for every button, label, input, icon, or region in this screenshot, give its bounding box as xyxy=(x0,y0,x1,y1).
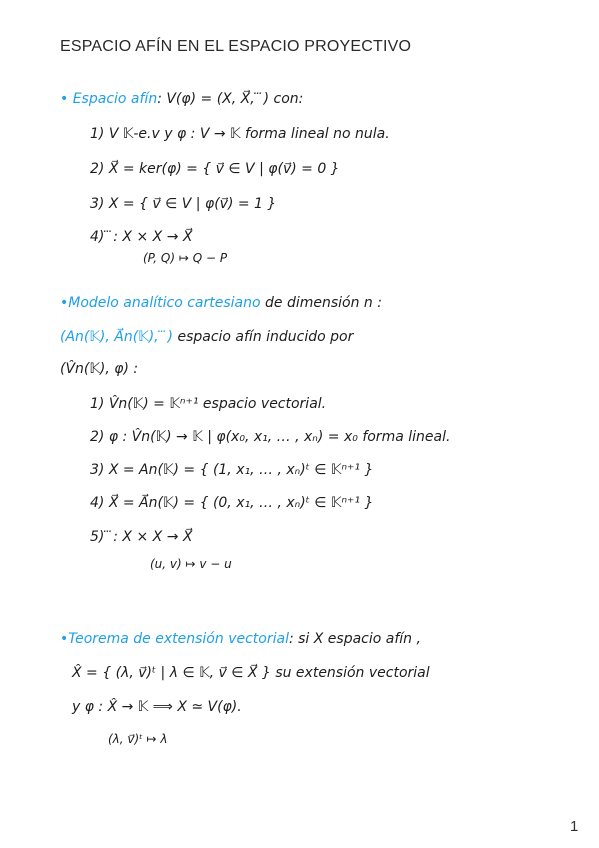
page-title: ESPACIO AFÍN EN EL ESPACIO PROYECTIVO xyxy=(60,38,412,55)
page-number: 1 xyxy=(570,818,579,835)
section1-heading-line xyxy=(60,90,303,108)
section3-line3: y φ : X̂ → 𝕂 ⟹ X ≃ V(φ). xyxy=(72,699,242,715)
section1-item-4: 4) ⃛ : X × X → X⃗ xyxy=(90,229,193,245)
section2-item-1: 1) V̂n(𝕂) = 𝕂ⁿ⁺¹ espacio vectorial. xyxy=(90,396,327,412)
section2-heading-line xyxy=(60,294,382,312)
section2-item-3: 3) X = An(𝕂) = { (1, x₁, … , xₙ)ᵗ ∈ 𝕂ⁿ⁺¹ } xyxy=(90,462,374,478)
section2-heading-rest: de dimensión n : xyxy=(260,295,382,311)
section2-line2 xyxy=(60,328,353,346)
section2-line2-rest: espacio afín inducido por xyxy=(173,329,354,345)
section2-item-2: 2) φ : V̂n(𝕂) → 𝕂 | φ(x₀, x₁, … , xₙ) = x₀ forma lineal. xyxy=(90,429,451,445)
section2-item-4: 4) X⃗ = A⃗n(𝕂) = { (0, x₁, … , xₙ)ᵗ ∈ 𝕂ⁿ⁺¹ } xyxy=(90,495,374,511)
section1-heading-rest: : V(φ) = (X, X⃗, ⃛ ) con: xyxy=(157,91,304,107)
section3-heading: •Teorema de extensión vectorial xyxy=(60,631,289,647)
section3-line2: X̂ = { (λ, v⃗)ᵗ | λ ∈ 𝕂, v⃗ ∈ X⃗ } su extensión vectorial xyxy=(72,665,430,681)
section3-line4: (λ, v⃗)ᵗ ↦ λ xyxy=(108,732,168,746)
section3-heading-rest: : si X espacio afín , xyxy=(288,631,421,647)
section3-heading-line xyxy=(60,630,421,648)
section2-item-5: 5) ⃛ : X × X → X⃗ xyxy=(90,529,193,545)
section1-item-2: 2) X⃗ = ker(φ) = { v⃗ ∈ V | φ(v⃗) = 0 } xyxy=(90,161,340,177)
section1-item-4-map: (P, Q) ↦ Q − P xyxy=(143,251,228,265)
section2-heading: •Modelo analítico cartesiano xyxy=(60,295,261,311)
section1-item-1: 1) V 𝕂-e.v y φ : V → 𝕂 forma lineal no nula. xyxy=(90,126,390,142)
section2-line3: (V̂n(𝕂), φ) : xyxy=(60,361,139,377)
section2-affine-model: (An(𝕂), A⃗n(𝕂), ⃛ ) xyxy=(60,329,173,345)
section1-heading: • Espacio afín xyxy=(60,91,158,107)
section2-item-5-map: (u, v) ↦ v − u xyxy=(150,557,232,571)
section1-item-3: 3) X = { v⃗ ∈ V | φ(v⃗) = 1 } xyxy=(90,196,277,212)
